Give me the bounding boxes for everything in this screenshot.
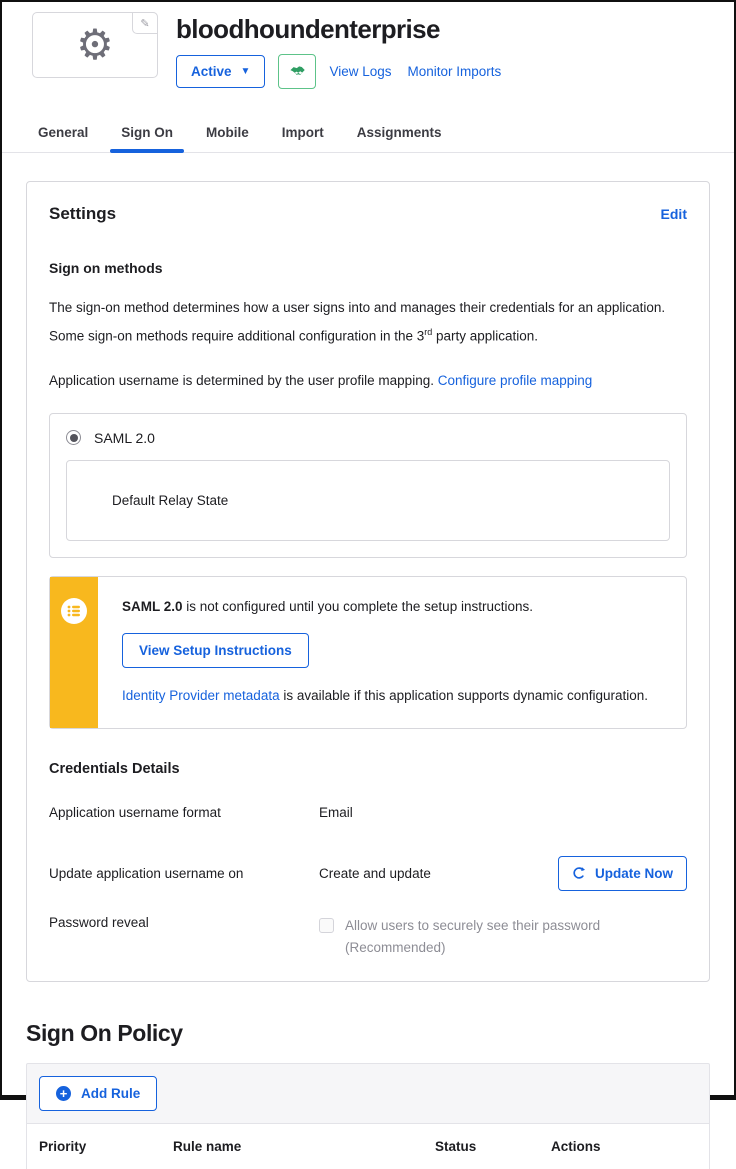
settings-title: Settings	[49, 204, 117, 223]
saml-method-box	[49, 413, 687, 558]
sign-on-policy-title: Sign On Policy	[26, 1019, 183, 1046]
metadata-note	[122, 686, 648, 706]
view-logs-link[interactable]: View Logs	[329, 64, 392, 79]
view-setup-instructions-button[interactable]: View Setup Instructions	[122, 633, 309, 668]
header-text	[176, 12, 501, 89]
provisioning-button[interactable]	[278, 54, 316, 89]
application-username-note	[49, 369, 687, 393]
column-header-actions: Actions	[551, 1138, 601, 1154]
policy-table-header-row	[26, 1124, 710, 1169]
app-tab-bar	[2, 113, 734, 153]
settings-card	[26, 181, 710, 982]
password-reveal-label: Password reveal	[49, 914, 149, 930]
update-username-value: Create and update	[319, 865, 431, 881]
active-status-label: Active	[191, 64, 232, 79]
username-note-text: Application username is determined by the user profile mapping.	[49, 372, 438, 388]
callout-message-text: is not configured until you complete the setup instructions.	[182, 598, 533, 614]
configure-profile-mapping-link[interactable]: Configure profile mapping	[437, 372, 593, 388]
callout-method-name: SAML 2.0	[122, 598, 183, 614]
password-reveal-row	[49, 915, 687, 959]
credentials-details-heading: Credentials Details	[49, 760, 180, 777]
callout-body	[98, 577, 666, 728]
settings-card-header	[49, 204, 687, 224]
add-rule-label: Add Rule	[81, 1085, 141, 1101]
sign-on-methods-description	[49, 296, 687, 349]
update-username-label: Update application username on	[49, 865, 244, 881]
edit-logo-icon[interactable]: ✎	[132, 12, 158, 34]
description-superscript: rd	[424, 327, 433, 337]
update-now-label: Update Now	[594, 865, 673, 881]
setup-list-icon	[61, 598, 87, 624]
refresh-icon	[572, 866, 586, 880]
update-now-button[interactable]	[558, 856, 687, 891]
tab-sign-on[interactable]: Sign On	[121, 113, 173, 152]
identity-provider-metadata-link[interactable]: Identity Provider metadata	[122, 687, 280, 703]
chevron-down-icon: ▼	[240, 66, 251, 77]
column-header-priority: Priority	[39, 1138, 87, 1154]
username-format-label: Application username format	[49, 804, 221, 820]
app-logo[interactable]	[32, 12, 158, 78]
monitor-imports-link[interactable]: Monitor Imports	[407, 64, 502, 79]
tab-general[interactable]: General	[38, 125, 89, 140]
tab-assignments[interactable]: Assignments	[356, 125, 442, 140]
metadata-note-text: is available if this application supports dynamic configuration.	[279, 687, 649, 703]
saml-radio-row	[66, 430, 670, 446]
callout-message	[122, 597, 648, 617]
callout-warning-strip	[50, 577, 98, 728]
add-rule-button[interactable]	[39, 1076, 157, 1111]
saml-radio-button[interactable]	[66, 430, 81, 445]
sign-on-methods-heading: Sign on methods	[49, 260, 163, 276]
gear-icon: ⚙	[76, 21, 114, 68]
sign-on-policy-toolbar	[26, 1063, 710, 1124]
column-header-status: Status	[435, 1138, 477, 1154]
default-relay-state-label: Default Relay State	[112, 492, 229, 508]
password-reveal-option	[319, 915, 654, 959]
username-format-row	[49, 805, 687, 820]
column-header-rule-name: Rule name	[173, 1138, 242, 1154]
password-reveal-checkbox[interactable]	[319, 918, 334, 933]
tab-import[interactable]: Import	[281, 125, 324, 140]
app-header	[2, 2, 734, 89]
default-relay-state-field	[66, 460, 670, 541]
page-title: bloodhoundenterprise	[176, 14, 440, 44]
description-text-1: The sign-on method determines how a user signs into and manages their credentials for an application. Some sign-on methods require additional configuration in the 3	[49, 300, 666, 344]
tab-mobile[interactable]: Mobile	[206, 125, 249, 140]
description-text-2: party application.	[432, 328, 539, 344]
setup-instructions-callout	[49, 576, 687, 729]
plus-icon: +	[56, 1086, 71, 1101]
handshake-icon	[289, 63, 306, 80]
update-username-row	[49, 856, 687, 891]
active-status-dropdown[interactable]	[176, 55, 265, 88]
username-format-value: Email	[319, 804, 353, 820]
saml-method-label: SAML 2.0	[94, 429, 155, 446]
header-actions	[176, 54, 501, 89]
edit-settings-link[interactable]: Edit	[660, 206, 687, 222]
password-reveal-checkbox-label: Allow users to securely see their password (Recommended)	[345, 917, 601, 955]
